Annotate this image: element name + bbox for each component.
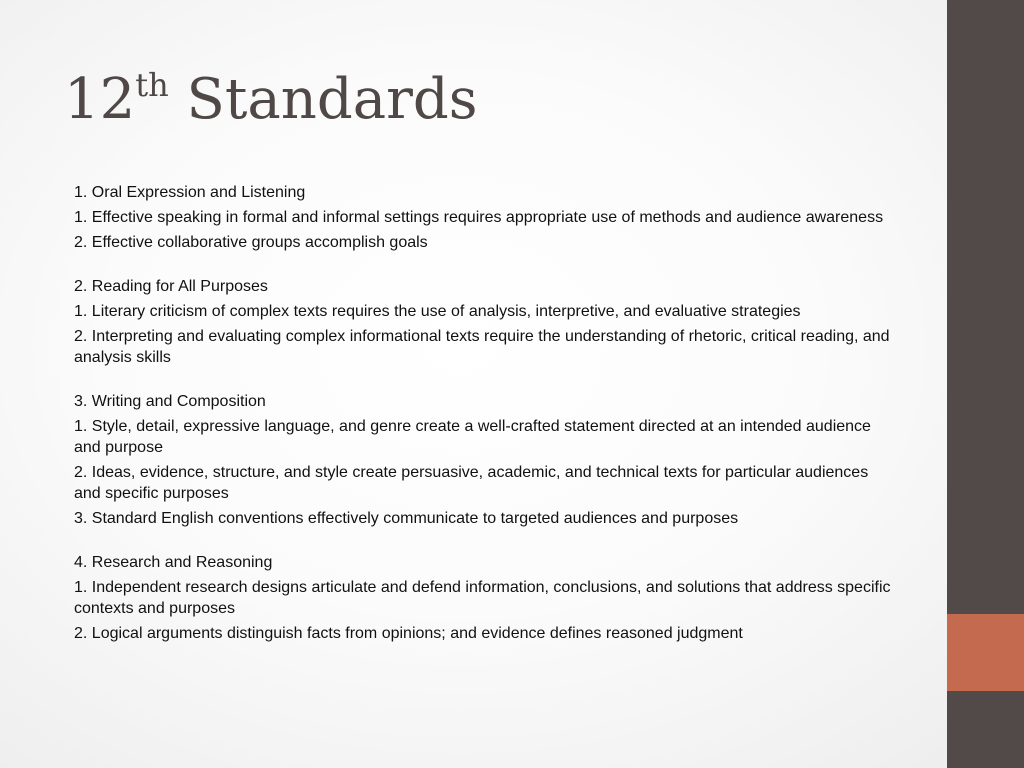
section-oral-expression <box>74 182 892 253</box>
standards-list <box>74 182 892 667</box>
title-text: Standards <box>186 67 478 132</box>
section-writing <box>74 391 892 529</box>
standard-item: 2. Logical arguments distinguish facts from opinions; and evidence defines reasoned judgment <box>74 625 743 642</box>
title-superscript: th <box>135 66 169 104</box>
standard-item: 2. Interpreting and evaluating complex informational texts require the understanding of rhetoric, critical reading, and analysis skills <box>74 328 890 366</box>
standard-item: 2. Effective collaborative groups accomplish goals <box>74 234 428 251</box>
section-research <box>74 552 892 644</box>
standard-item: 1. Effective speaking in formal and informal settings requires appropriate use of methods and audience awareness <box>74 209 884 226</box>
standard-item: 2. Ideas, evidence, structure, and style create persuasive, academic, and technical texts for particular audiences and specific purposes <box>74 464 869 502</box>
section-heading: 4. Research and Reasoning <box>74 554 273 571</box>
section-heading: 1. Oral Expression and Listening <box>74 184 306 201</box>
section-heading: 2. Reading for All Purposes <box>74 278 268 295</box>
title-number: 12 <box>64 67 136 132</box>
section-heading: 3. Writing and Composition <box>74 393 266 410</box>
standard-item: 1. Independent research designs articulate and defend information, conclusions, and solutions that address specific contexts and purposes <box>74 579 891 617</box>
standard-item: 1. Style, detail, expressive language, and genre create a well-crafted statement directed at an intended audience and purpose <box>74 418 871 456</box>
standard-item: 3. Standard English conventions effectively communicate to targeted audiences and purposes <box>74 510 739 527</box>
standard-item: 1. Literary criticism of complex texts requires the use of analysis, interpretive, and evaluative strategies <box>74 303 801 320</box>
section-reading <box>74 276 892 368</box>
sidebar-accent-block <box>947 614 1024 691</box>
slide-title <box>64 60 477 140</box>
